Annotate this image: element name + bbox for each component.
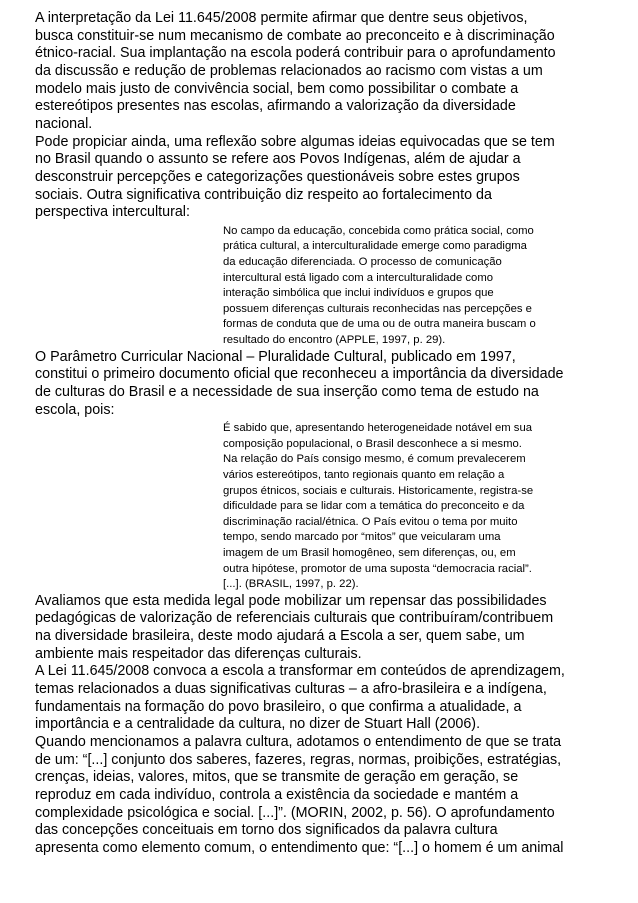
quote-line: composição populacional, o Brasil desconhece a si mesmo. xyxy=(223,437,522,450)
text-line: A interpretação da Lei 11.645/2008 permite afirmar que dentre seus objetivos, xyxy=(35,10,528,26)
text-line: sociais. Outra significativa contribuição diz respeito ao fortalecimento da xyxy=(35,186,492,203)
text-line: no Brasil quando o assunto se refere aos Povos Indígenas, além de ajudar a xyxy=(35,151,521,168)
quote-line: outra hipótese, promotor de uma suposta “democracia racial”. xyxy=(223,562,532,575)
text-line: reproduz em cada indivíduo, controla a existência da sociedade e mantém a xyxy=(35,787,519,803)
text-line: nacional. xyxy=(35,115,93,132)
quote-line: grupos étnicos, sociais e culturais. Historicamente, registra-se xyxy=(223,484,534,497)
block-quote-brasil xyxy=(223,421,603,593)
quote-line: discriminação racial/étnica. O País evitou o tema por muito xyxy=(223,515,518,528)
quote-line: imagem de um Brasil homogêneo, sem diferenças, ou, em xyxy=(223,547,516,559)
paragraph-law-interpretation xyxy=(35,10,603,134)
quote-line: É sabido que, apresentando heterogeneidade notável em sua xyxy=(223,422,533,435)
text-line: A Lei 11.645/2008 convoca a escola a transformar em conteúdos de aprendizagem, xyxy=(35,663,565,680)
quote-line: intercultural está ligado com a interculturalidade como xyxy=(223,271,494,284)
quote-line: Na relação do País consigo mesmo, é comum prevalecerem xyxy=(223,453,526,466)
text-line: ambiente mais respeitador das diferenças culturais. xyxy=(35,645,362,662)
text-line: O Parâmetro Curricular Nacional – Pluralidade Cultural, publicado em 1997, xyxy=(35,348,516,365)
paragraph-intercultural-reflection xyxy=(35,134,603,222)
text-line: étnico-racial. Sua implantação na escola poderá contribuir para o aprofundamento xyxy=(35,45,556,62)
quote-line: da educação diferenciada. O processo de comunicação xyxy=(223,256,502,269)
text-line: temas relacionados a duas significativas culturas – a afro-brasileira e a indígena, xyxy=(35,681,547,698)
quote-line: tempo, sendo marcado por “mitos” que veicularam uma xyxy=(223,531,501,544)
text-line: fundamentais na formação do povo brasileiro, o que confirma a atualidade, a xyxy=(35,698,522,715)
quote-line: vários estereótipos, tanto regionais quanto em relação a xyxy=(223,469,505,482)
quote-line: No campo da educação, concebida como prática social, como xyxy=(223,224,534,237)
paragraph-pcn-pluralidade xyxy=(35,349,603,420)
text-line: busca constituir-se num mecanismo de combate ao preconceito e à discriminação xyxy=(35,27,555,44)
text-line: Pode propiciar ainda, uma reflexão sobre algumas ideias equivocadas que se tem xyxy=(35,133,555,150)
text-line: modelo mais justo de convivência social, bem como possibilitar o combate a xyxy=(35,80,519,97)
quote-line: possuem diferenças culturais reconhecidas nas percepções e xyxy=(223,302,532,315)
text-line: complexidade psicológica e social. [...]”. (MORIN, 2002, p. 56). O aprofundamento xyxy=(35,804,555,821)
text-line: na diversidade brasileira, deste modo ajudará a Escola a ser, quem sabe, um xyxy=(35,628,525,645)
quote-line: resultado do encontro (APPLE, 1997, p. 29). xyxy=(223,334,446,347)
text-line: pedagógicas de valorização de referenciais culturais que contribuíram/contribuem xyxy=(35,610,554,627)
quote-line: formas de conduta que de uma ou de outra maneira buscam o xyxy=(223,318,536,331)
quote-line: interação simbólica que inclui indivíduos e grupos que xyxy=(223,287,494,300)
block-quote-apple xyxy=(223,224,603,349)
text-line: importância e a centralidade da cultura, no dizer de Stuart Hall (2006). xyxy=(35,716,481,733)
quote-line: [...]. (BRASIL, 1997, p. 22). xyxy=(223,578,359,591)
quote-line: dificuldade para se lidar com a temática do preconceito e da xyxy=(223,500,525,513)
paragraph-law-convokes-school xyxy=(35,663,603,734)
text-line: escola, pois: xyxy=(35,401,115,418)
text-line: perspectiva intercultural: xyxy=(35,204,190,221)
text-line: de culturas do Brasil e a necessidade de sua inserção como tema de estudo na xyxy=(35,383,539,400)
paragraph-culture-definition xyxy=(35,734,603,858)
text-line: da discussão e redução de problemas relacionados ao racismo com vistas a um xyxy=(35,62,543,79)
text-line: desconstruir percepções e categorizações questionáveis sobre estes grupos xyxy=(35,168,520,185)
document-page xyxy=(35,10,603,858)
paragraph-legal-measure xyxy=(35,593,603,664)
text-line: constitui o primeiro documento oficial que reconheceu a importância da diversidade xyxy=(35,366,564,383)
quote-line: prática cultural, a interculturalidade emerge como paradigma xyxy=(223,240,527,253)
text-line: crenças, ideias, valores, mitos, que se transmite de geração em geração, se xyxy=(35,769,519,786)
text-line: Avaliamos que esta medida legal pode mobilizar um repensar das possibilidades xyxy=(35,592,547,609)
text-line: Quando mencionamos a palavra cultura, adotamos o entendimento de que se trata xyxy=(35,734,562,751)
text-line: estereótipos presentes nas escolas, afirmando a valorização da diversidade xyxy=(35,98,516,115)
text-line: apresenta como elemento comum, o entendimento que: “[...] o homem é um animal xyxy=(35,839,564,856)
text-line: das concepções conceituais em torno dos significados da palavra cultura xyxy=(35,822,498,839)
text-line: de um: “[...] conjunto dos saberes, fazeres, regras, normas, proibições, estratégias, xyxy=(35,751,562,768)
